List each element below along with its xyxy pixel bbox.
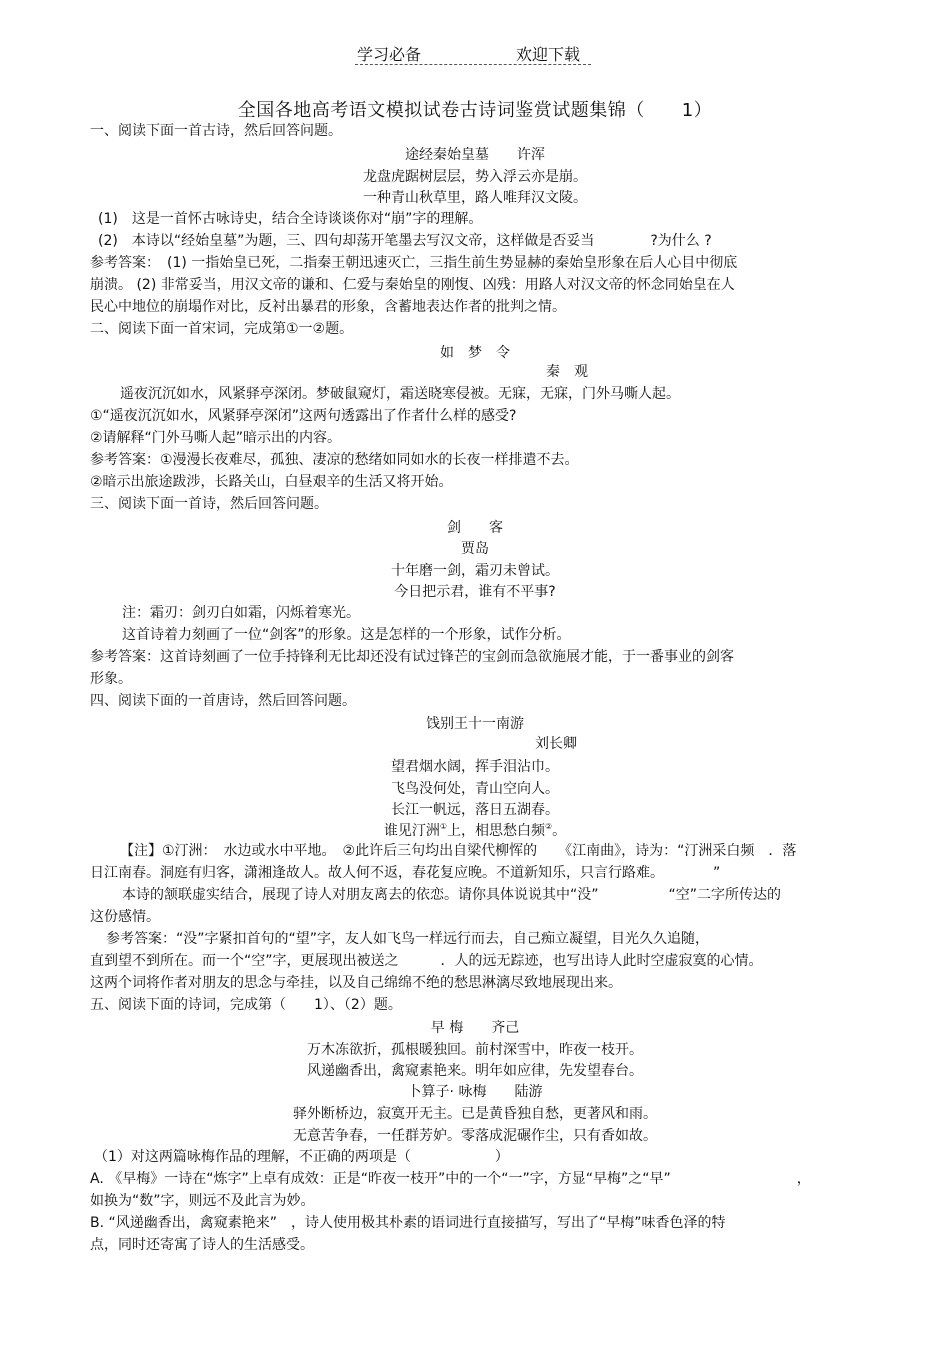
answer-text: 形象。 <box>90 671 132 687</box>
poem-1-line: 龙盘虎踞树层层，势入浮云亦是崩。 <box>363 169 587 185</box>
poem-1-line: 一种青山秋草里，路人唯拜汉文陵。 <box>363 190 587 206</box>
poem-3-line: 十年磨一剑，霜刃未曾试。 <box>391 563 559 579</box>
poem-4-line: 长江一帆远，落日五湖春。 <box>391 802 559 818</box>
poem-4-author: 刘长卿 <box>535 736 577 752</box>
answer-text: 参考答案： (1) 一指始皇已死，二指秦王朝迅速灭亡，三指生前生势显赫的秦始皇形象在后人心目中彻底 <box>90 255 738 271</box>
note-text: 【注】①汀洲： 水边或水中平地。 ②此许后三句均出自梁代柳恽的 《江南曲》，诗为：“汀洲采白频 ．落 <box>120 843 797 859</box>
question: 这份感情。 <box>90 909 160 925</box>
answer-text: 参考答案：这首诗刻画了一位手持锋利无比却还没有试过锋芒的宝剑而急欲施展才能，于一番事业的剑客 <box>90 649 734 665</box>
page-header <box>355 42 591 65</box>
poem-3-author: 贾岛 <box>461 541 489 557</box>
footnote-mark: ① <box>439 822 447 831</box>
poem-1-title: 途经秦始皇墓 许浑 <box>405 147 545 163</box>
poem-6-title: 卜算子· 咏梅 陆游 <box>407 1084 543 1100</box>
footnote-mark: ② <box>545 822 553 831</box>
poem-6-line: 无意苦争春，一任群芳妒。零落成泥碾作尘，只有香如故。 <box>293 1128 657 1144</box>
question: 这首诗着力刻画了一位“剑客”的形象。这是怎样的一个形象，试作分析。 <box>122 627 571 643</box>
option-b: B. “风递幽香出，禽窥素艳来” ，诗人使用极其朴素的语词进行直接描写，写出了“早梅”味香色泽的特 <box>90 1215 726 1231</box>
question: (1) 这是一首怀古咏诗史，结合全诗谈谈你对“崩”字的理解。 <box>98 211 483 227</box>
answer-text: ②暗示出旅途跋涉，长路关山，白昼艰辛的生活又将开始。 <box>90 474 453 490</box>
poem-5-line: 风递幽香出，禽窥素艳来。明年如应律，先发望春台。 <box>307 1063 643 1079</box>
poem-4-line: 飞鸟没何处，青山空向人。 <box>391 781 559 797</box>
poem-4-text: 。 <box>552 823 567 839</box>
section-5-heading: 五、阅读下面的诗词，完成第（ 1）、（2）题。 <box>90 997 402 1013</box>
question: （1）对这两篇咏梅作品的理解，不正确的两项是（ ） <box>94 1149 509 1165</box>
poem-2-title: 如 梦 令 <box>440 345 510 361</box>
document-title: 全国各地高考语文模拟试卷古诗词鉴赏试题集锦（ 1） <box>237 100 713 121</box>
poem-3-line: 今日把示君，谁有不平事? <box>394 584 556 600</box>
poem-2-text: 遥夜沉沉如水，风紧驿亭深闭。梦破鼠窥灯，霜送晓寒侵被。无寐，无寐，门外马嘶人起。 <box>120 386 680 402</box>
poem-5-line: 万木冻欲折，孤根暖独回。前村深雪中，昨夜一枝开。 <box>307 1042 643 1058</box>
answer-text: 参考答案：“没”字紧扣首句的“望”字，友人如飞鸟一样远行而去，自己痴立凝望，目光久久追随， <box>106 931 710 947</box>
option-a: 如换为“数”字，则远不及此言为妙。 <box>90 1193 315 1209</box>
poem-2-author: 秦 观 <box>546 364 588 380</box>
option-a: A. 《早梅》一诗在“炼字”上卓有成效：正是“昨夜一枝开”中的一个“一”字，方显“早梅”之“早” ， <box>90 1171 811 1187</box>
poem-6-line: 驿外断桥边，寂寞开无主。已是黄昏独自愁，更著风和雨。 <box>293 1106 657 1122</box>
answer-text: 民心中地位的崩塌作对比，反衬出暴君的形象，含蓄地表达作者的批判之情。 <box>90 299 566 315</box>
section-1-heading: 一、阅读下面一首古诗，然后回答问题。 <box>90 123 342 139</box>
note-text: 日江南春。洞庭有归客，潇湘逢故人。故人何不返，春花复应晚。不道新知乐，只言行路难。 ” <box>90 865 721 881</box>
note-text: 注：霜刃：剑刃白如霜，闪烁着寒光。 <box>122 605 360 621</box>
poem-4-line-with-notes <box>0 820 950 840</box>
section-2-heading: 二、阅读下面一首宋词，完成第①一②题。 <box>90 321 354 337</box>
header-right: 欢迎下载 <box>516 45 581 64</box>
option-b: 点，同时还寄寓了诗人的生活感受。 <box>90 1237 314 1253</box>
poem-4-title: 饯别王十一南游 <box>426 716 524 732</box>
answer-text: 参考答案：①漫漫长夜难尽，孤独、凄凉的愁绪如同如水的长夜一样排遣不去。 <box>90 452 579 468</box>
poem-5-title: 早 梅 齐己 <box>430 1020 520 1036</box>
section-3-heading: 三、阅读下面一首诗，然后回答问题。 <box>90 496 328 512</box>
question: ②请解释“门外马嘶人起”暗示出的内容。 <box>90 430 342 446</box>
poem-4-line: 望君烟水阔，挥手泪沾巾。 <box>391 759 559 775</box>
section-4-heading: 四、阅读下面的一首唐诗，然后回答问题。 <box>90 693 356 709</box>
answer-text: 崩溃。 (2) 非常妥当，用汉文帝的谦和、仁爱与秦始皇的刚愎、凶残：用路人对汉文帝的怀念同始皇在人 <box>90 277 735 293</box>
header-left: 学习必备 <box>357 45 422 64</box>
poem-3-title: 剑 客 <box>447 520 503 536</box>
answer-text: 直到望不到所在。而一个“空”字，更展现出被送之 ．人的远无踪迹，也写出诗人此时空虚寂寞的心情。 <box>90 953 763 969</box>
poem-4-text: 上，相思愁白频 <box>447 823 545 839</box>
answer-text: 这两个词将作者对朋友的思念与牵挂，以及自己绵绵不绝的愁思淋漓尽致地展现出来。 <box>90 975 622 991</box>
question: ①“遥夜沉沉如水，风紧驿亭深闭”这两句透露出了作者什么样的感受? <box>90 408 517 424</box>
question: (2) 本诗以“经始皇墓”为题，三、四句却荡开笔墨去写汉文帝，这样做是否妥当 ?为什么 ? <box>98 233 712 249</box>
question: 本诗的颔联虚实结合，展现了诗人对朋友离去的依恋。请你具体说说其中“没” “空”二字所传达的 <box>122 887 782 903</box>
poem-4-text: 谁见汀洲 <box>383 823 440 839</box>
